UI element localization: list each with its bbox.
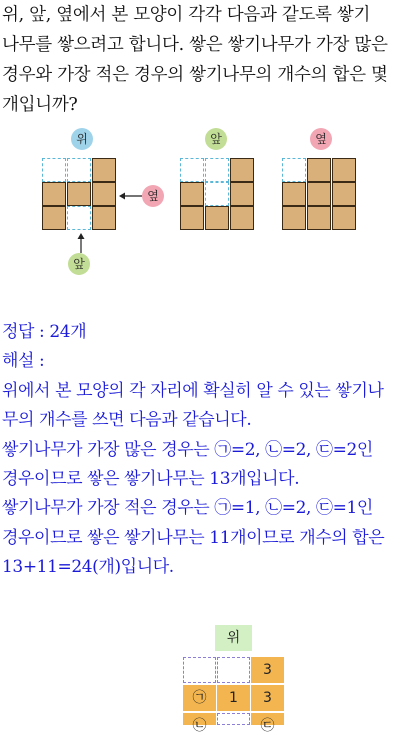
grid-title: 위 [215, 625, 252, 651]
grid-cell: 3 [251, 657, 284, 683]
top-view-badge: 위 [71, 128, 93, 150]
front-arrow-badge: 앞 [68, 253, 90, 275]
grid-cell: 3 [251, 685, 284, 711]
views-figure [0, 120, 400, 280]
grid-cell-empty [217, 713, 250, 725]
question-text [2, 0, 398, 120]
explanation-line: 13+11=24(개)입니다. [2, 557, 174, 578]
explanation-line: 쌓기나무가 가장 많은 경우는 ㉠=2, ㉡=2, ㉢=2인 [2, 439, 373, 460]
grid-cell: ㉢ [251, 713, 284, 725]
explanation-title: 해설 : [2, 351, 45, 372]
question-line: 나무를 쌓으려고 합니다. 쌓은 쌓기나무가 가장 많은 [2, 35, 388, 55]
explanation-line: 경우이므로 쌓은 쌓기나무는 11개이므로 개수의 합은 [2, 527, 385, 548]
answer-line: 정답 : 24개 [2, 322, 87, 342]
grid-cell: 1 [217, 685, 250, 711]
front-view-badge: 앞 [205, 128, 227, 150]
question-line: 위, 앞, 옆에서 본 모양이 각각 다음과 같도록 쌓기 [2, 5, 371, 25]
side-arrow-badge: 옆 [142, 185, 164, 207]
grid-cell-empty [217, 657, 250, 683]
grid-cell: ㉠ [183, 685, 216, 711]
question-line: 개입니까? [2, 95, 78, 115]
answer-section [2, 318, 400, 583]
explanation-line: 위에서 본 모양의 각 자리에 확실히 알 수 있는 쌓기나 [2, 380, 384, 401]
arrow-up-icon [75, 233, 87, 255]
arrow-left-icon [118, 190, 144, 202]
explanation-line: 경우이므로 쌓은 쌓기나무는 13개입니다. [2, 469, 300, 490]
grid-cell-empty [183, 657, 216, 683]
explanation-line: 쌓기나무가 가장 적은 경우는 ㉠=1, ㉡=2, ㉢=1인 [2, 498, 373, 519]
side-view-badge: 옆 [310, 128, 332, 150]
explanation-line: 무의 개수를 쓰면 다음과 같습니다. [2, 410, 252, 431]
question-line: 경우와 가장 적은 경우의 쌓기나무의 개수의 합은 몇 [2, 65, 388, 85]
grid-cell: ㉡ [183, 713, 216, 725]
